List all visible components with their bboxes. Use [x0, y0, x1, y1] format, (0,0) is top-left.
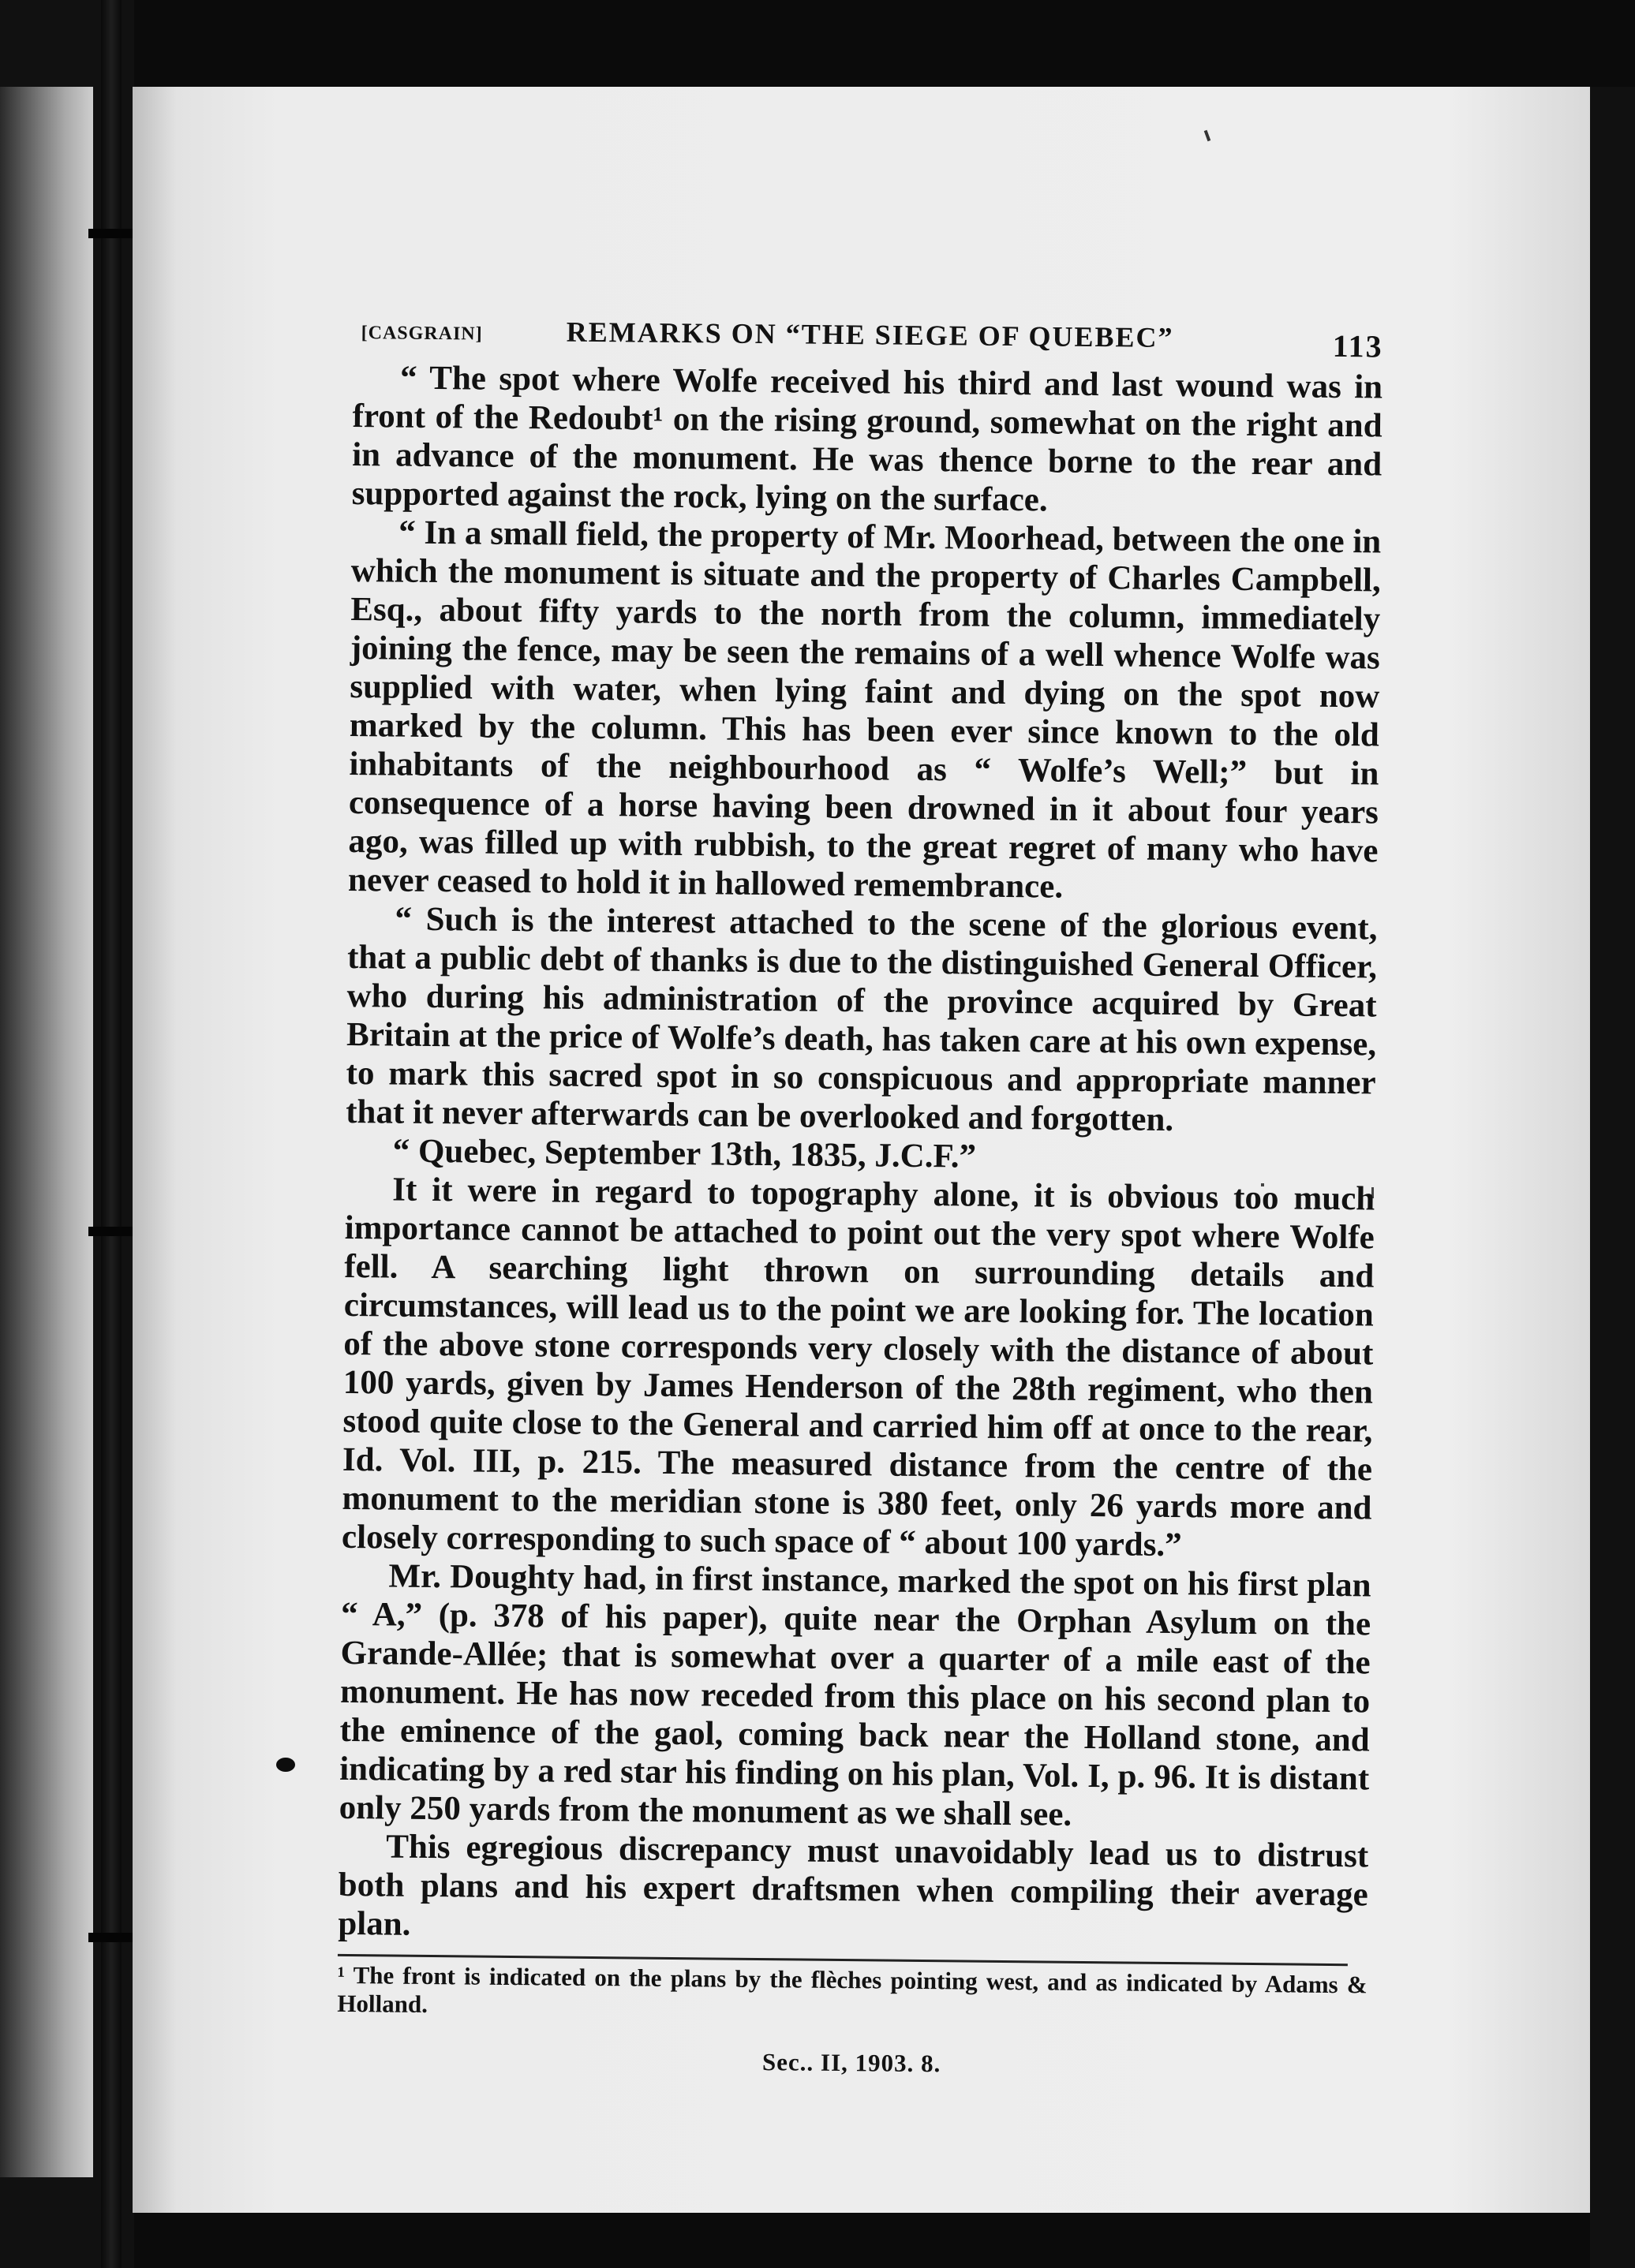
- running-head-author: [CASGRAIN]: [361, 323, 483, 345]
- paragraph-5: It it were in regard to topography alone, it is obvious too much importance cannot be attached to point out the very spot where Wolfe fell. A searching light thrown on surrounding details and circumstances, will lead us to the point we are looking for. The location of the above stone corresponds very closely with the distance of about 100 yards, given by James Henderson of the 28th regiment, who then stood quite close to the General and carried him off at once to the rear, Id. Vol. III, p. 215. The measured distance from the centre of the monument to the meridian stone is 380 feet, only 26 yards more and closely corresponding to such space of “ about 100 yards.”: [341, 1171, 1375, 1564]
- section-signature: Sec.. II, 1903. 8.: [761, 2048, 941, 2078]
- facing-page-edge: [0, 87, 93, 2177]
- paragraph-dateline: “ Quebec, September 13th, 1835, J.C.F.”: [392, 1132, 977, 1175]
- binding-clip: [88, 229, 134, 238]
- paragraph-2: “ In a small field, the property of Mr. Moorhead, between the one in which the monument is situate and the property of Charles Campbell, Esq., about fifty yards to the north from the column, immediately joining the fence, may be seen the remains of a well whence Wolfe was supplied with water, when lying faint and dying on the spot now marked by the column. This has been ever since known to the old inhabitants of the neighbourhood as “ Wolfe’s Well;” but in consequence of a horse having been drowned in it about four years ago, was filled up with rubbish, to the great regret of many who have never ceased to hold it in hallowed remembrance.: [347, 514, 1382, 906]
- binding-clip: [88, 1227, 134, 1236]
- running-head: [353, 308, 1383, 365]
- paragraph-7: This egregious discrepancy must unavoidably lead us to distrust both plans and his expert draftsmen when compiling their average plan.: [338, 1828, 1369, 1943]
- scanner-background-right: [1590, 87, 1635, 2268]
- running-head-title: REMARKS ON “THE SIEGE OF QUEBEC”: [566, 316, 1174, 353]
- paragraph-1: “ The spot where Wolfe received his third and last wound was in front of the Redoubt¹ on the rising ground, somewhat on the right and in advance of the monument. He was thence borne to the rear and supported against the rock, lying on the surface.: [351, 359, 1383, 519]
- binding-rod: [101, 0, 122, 2268]
- margin-bullet-mark: [276, 1758, 295, 1772]
- footnote: ¹ The front is indicated on the plans by the flèches pointing west, and as indicated by Adams & Holland.: [337, 1960, 1367, 2018]
- page-text-block: [336, 308, 1382, 2087]
- binding-clip: [88, 1933, 134, 1942]
- paragraph-6: Mr. Doughty had, in first instance, marked the spot on his first plan “ A,” (p. 378 of his paper), quite near the Orphan Asylum on the Grande-Allée; that is somewhat over a quarter of a mile east of the monument. He has now receded from this place on his second plan to the eminence of the gaol, coming back near the Holland stone, and indicating by a red star his finding on his plan, Vol. I, p. 96. It is distant only 250 yards from the monument as we shall see.: [339, 1557, 1371, 1833]
- page-number: 113: [1332, 327, 1383, 364]
- paragraph-3: “ Such is the interest attached to the scene of the glorious event, that a public debt of thanks is due to the distinguished General Officer, who during his administration of the province acquired by Great Britain at the price of Wolfe’s death, has taken care at his own expense, to mark this sacred spot in so conspicuous and appropriate manner that it never afterwards can be overlooked and forgotten.: [345, 900, 1378, 1139]
